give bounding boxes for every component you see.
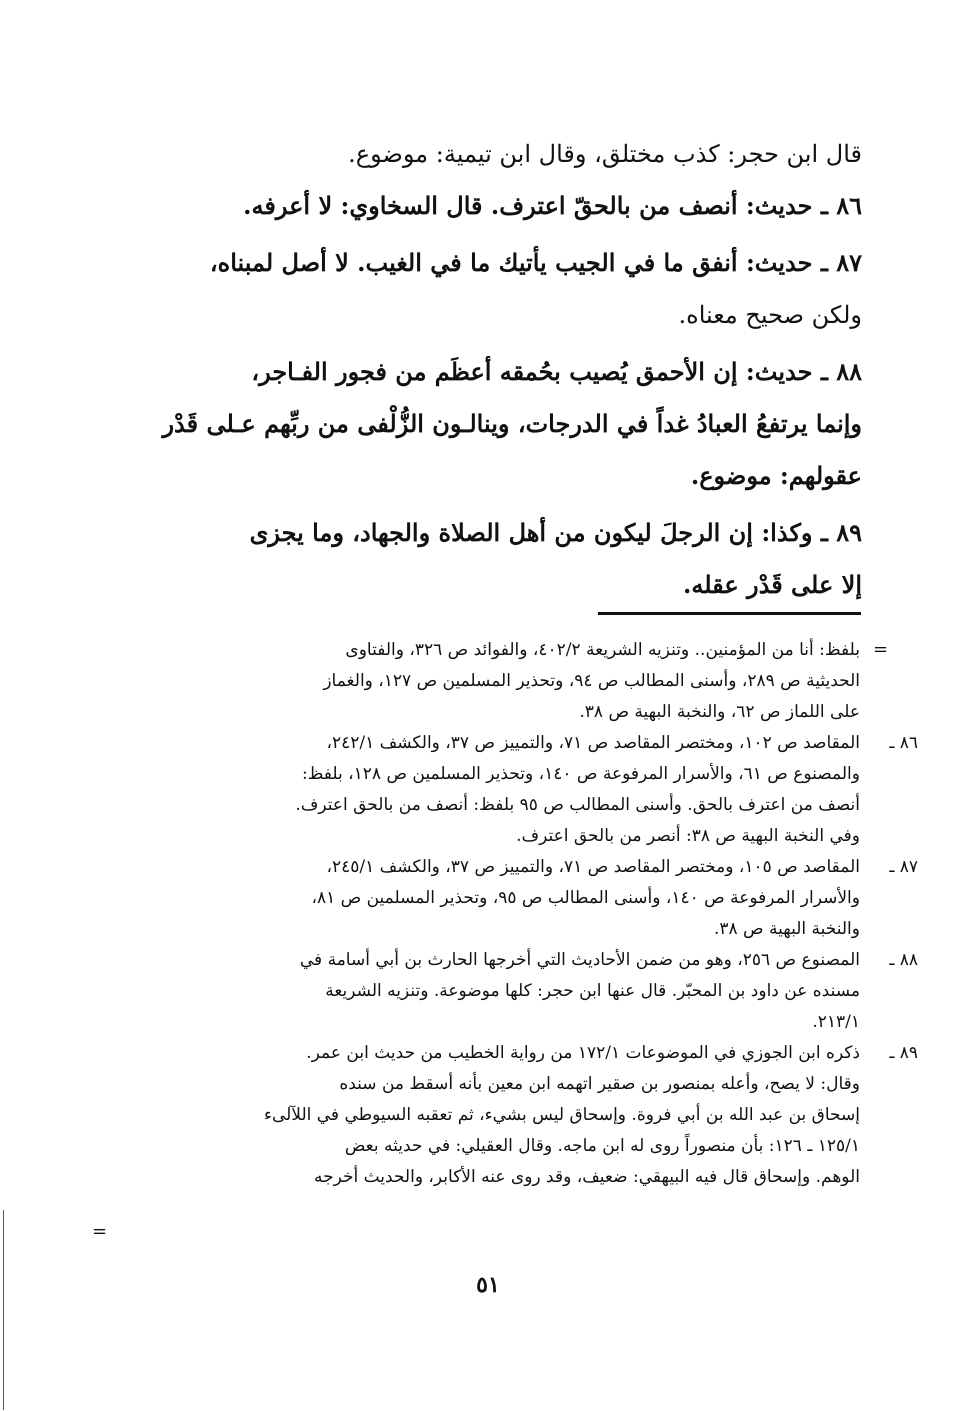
- footnote-line: المقاصد ص ١٠٥، ومختصر المقاصد ص ٧١، والتمييز ص ٣٧، والكشف ٢٤٥/١،: [326, 857, 860, 877]
- footnote-number: ٨٩ ـ: [889, 1043, 918, 1063]
- page-number: ٥١: [476, 1272, 500, 1298]
- continuation-mark-bottom: =: [92, 1221, 108, 1242]
- footnote-line: والأسرار المرفوعة ص ١٤٠، وأسنى المطالب ص ٩٥، وتحذير المسلمين ص ٨١،: [311, 888, 860, 908]
- main-text-block: [110, 128, 862, 611]
- footnote-line: على اللماز ص ٦٢، والنخبة البهية ص ٣٨.: [579, 702, 860, 722]
- footnote-line: والمصنوع ص ٦١، والأسرار المرفوعة ص ١٤٠، وتحذير المسلمين ص ١٢٨، بلفظ:: [301, 764, 860, 784]
- hadith-88-line-2: وإنما يرتفعُ العبادُ غداً في الدرجات، وينالـون الزُّلْفى من ربِّهم عـلى قَدْر: [162, 409, 862, 438]
- hadith-86: ٨٦ ـ حديث: أنصف من بالحقّ اعترف. قال السخاوي: لا أعرفه.: [243, 191, 862, 220]
- footnote-line: وفي النخبة البهية ص ٣٨: أنصر من بالحق اعترف.: [516, 826, 860, 846]
- footnote-number: ٨٦ ـ: [889, 733, 918, 753]
- footnote-line: أنصف من اعترف بالحق. وأسنى المطالب ص ٩٥ بلفظ: أنصف من بالحق اعترف.: [295, 795, 860, 815]
- hadith-87-line-1: ٨٧ ـ حديث: أنفق ما في الجيب يأتيك ما في الغيب. لا أصل لمبناه،: [209, 248, 862, 277]
- hadith-87-line-2: ولكن صحيح معناه.: [678, 301, 862, 329]
- footnote-line: إسحاق بن عبد الله بن أبي فروة. وإسحاق ليس بشيء، ثم تعقبه السيوطي في اللآلىء: [263, 1105, 860, 1125]
- footnote-line: ١٢٥/١ ـ ١٢٦: بأن منصوراً روى له ابن ماجه. وقال العقيلي: في حديثه بعض: [344, 1136, 860, 1156]
- footnote-number: ٨٧ ـ: [889, 857, 918, 877]
- footnote-87: [110, 852, 918, 945]
- footnote-intro: [110, 635, 862, 728]
- footnotes-block: [110, 635, 918, 1193]
- footnote-line: مسنده عن داود بن المحبّر. قال عنها ابن حجر: كلها موضوعة. وتنزيه الشريعة: [325, 981, 860, 1001]
- footnote-line: بلفظ: أنا من المؤمنين.. وتنزيه الشريعة ٤٠٢/٢، والفوائد ص ٣٢٦، والفتاوى: [345, 640, 860, 660]
- footnote-88: [110, 945, 918, 1038]
- footnote-line: المصنوع ص ٢٥٦، وهو من ضمن الأحاديث التي أخرجها الحارث بن أبي أسامة في: [299, 950, 860, 970]
- footnote-line: الحديثية ص ٢٨٩، وأسنى المطالب ص ٩٤، وتحذير المسلمين ص ١٢٧، والغماز: [323, 671, 860, 691]
- footnote-number: ٨٨ ـ: [889, 950, 918, 970]
- footnote-line: وقال: لا يصح، وأعله بمنصور بن صقير اتهمه ابن معين بأنه أسقط من سنده: [339, 1074, 860, 1094]
- continuation-mark-top: =: [873, 639, 889, 660]
- scan-edge-line: [3, 1210, 4, 1410]
- hadith-88-line-3: عقولهم: موضوع.: [690, 461, 862, 490]
- footnote-line: المقاصد ص ١٠٢، ومختصر المقاصد ص ٧١، والتمييز ص ٣٧، والكشف ٢٤٢/١،: [326, 733, 860, 753]
- hadith-89-line-1: ٨٩ ـ وكذا: إن الرجلَ ليكون من أهل الصلاة والجهاد، وما يجزى: [249, 518, 862, 547]
- footnote-86: [110, 728, 918, 852]
- footnote-divider: [598, 612, 861, 615]
- footnote-line: ٢١٣/١.: [812, 1012, 860, 1032]
- hadith-88-line-1: ٨٨ ـ حديث: إن الأحمق يُصيب بحُمقه أعظَم من فجور الفـاجر،: [251, 357, 862, 386]
- main-line-1: قال ابن حجر: كذب مختلق، وقال ابن تيمية: موضوع.: [348, 140, 862, 168]
- footnote-89: [110, 1038, 918, 1193]
- hadith-89-line-2: إلا على قَدْر عقله.: [683, 570, 862, 599]
- footnote-line: والنخبة البهية ص ٣٨.: [713, 919, 860, 939]
- footnote-line: الوهم. وإسحاق قال فيه البيهقي: ضعيف، وقد روى عنه الأكابر، والحديث أخرجه: [313, 1167, 860, 1187]
- footnote-line: ذكره ابن الجوزي في الموضوعات ١٧٢/١ من رواية الخطيب من حديث ابن عمر.: [306, 1043, 860, 1063]
